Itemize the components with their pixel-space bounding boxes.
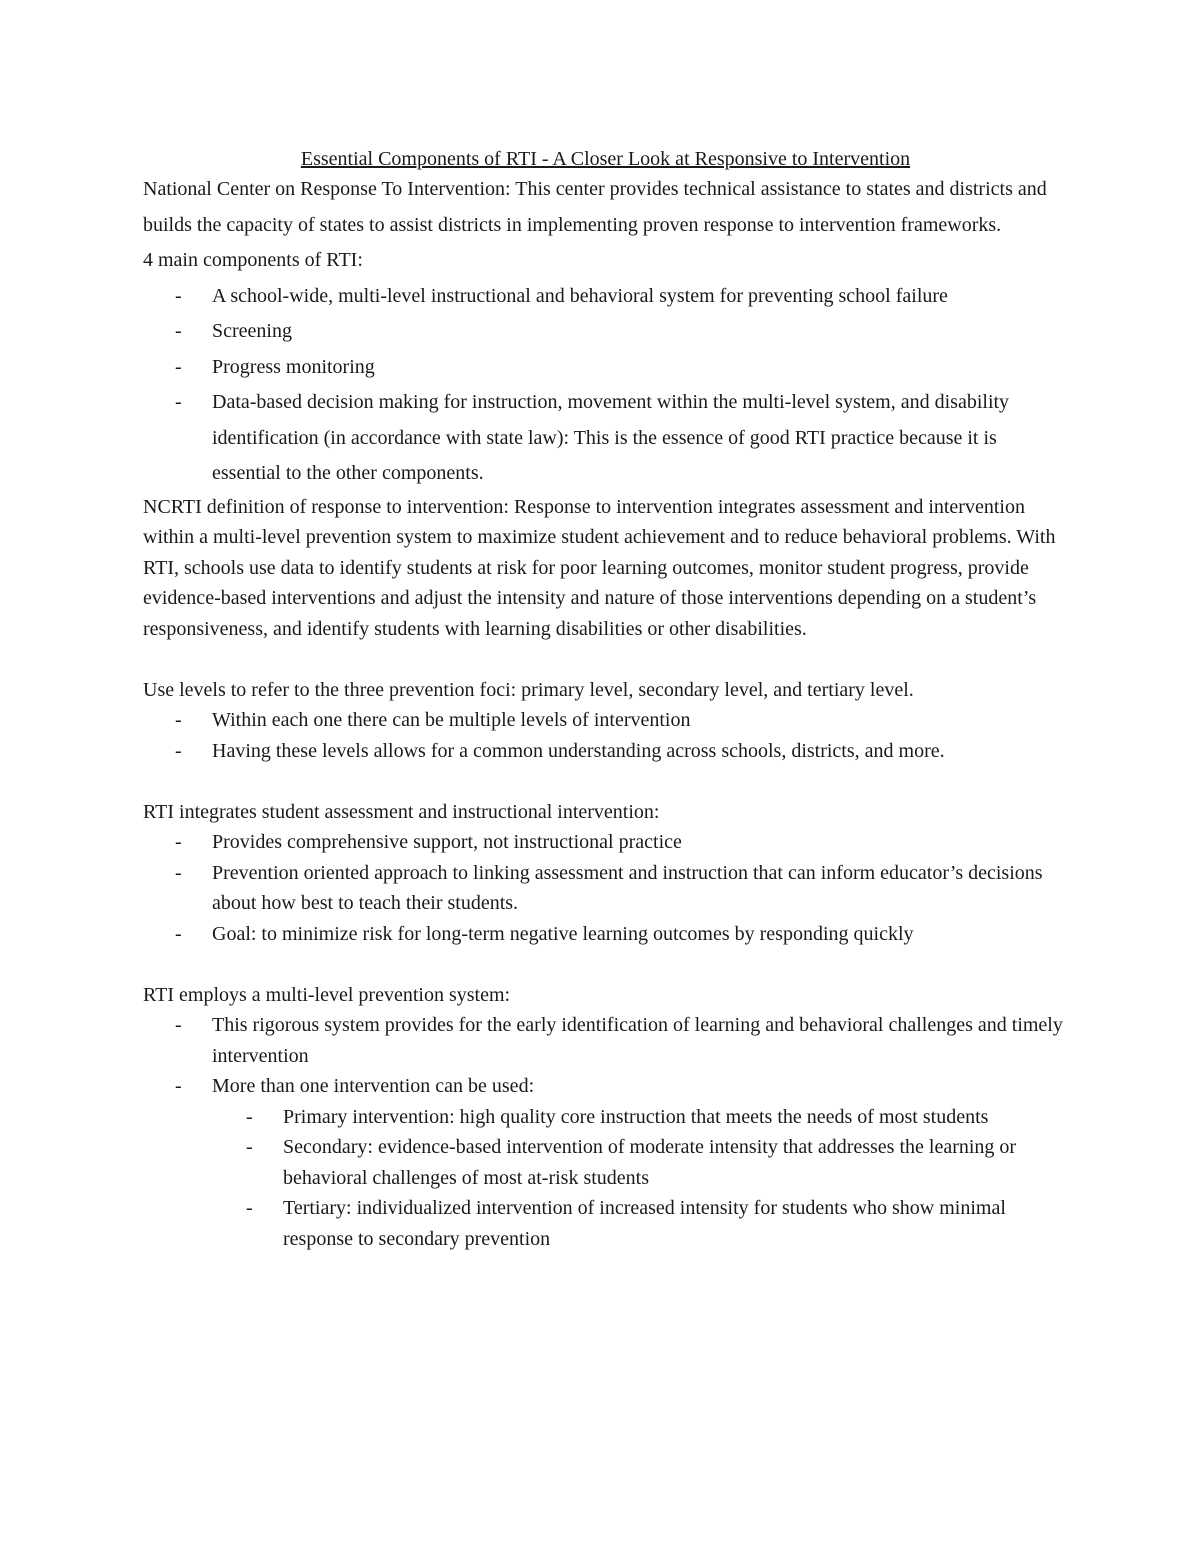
dash-bullet: - (175, 922, 182, 945)
list-item (143, 705, 1068, 736)
system-list (143, 1010, 1068, 1102)
dash-bullet: - (175, 1014, 182, 1036)
components-list (143, 279, 1068, 492)
list-item-text: Data-based decision making for instruction, movement within the multi-level system, and disability identification (in accordance with state law): This is the essence of good RTI practice because it is essential to the other components. (212, 391, 1010, 484)
list-item (143, 1132, 1068, 1193)
intro-paragraph: National Center on Response To Intervention: This center provides technical assistance to states and districts and builds the capacity of states to assist districts in implementing proven response to intervention frameworks. (143, 178, 1047, 236)
list-item (143, 858, 1068, 919)
list-item (143, 279, 1068, 315)
list-item-text: Within each one there can be multiple levels of intervention (212, 709, 691, 731)
list-item (143, 919, 1068, 950)
integrates-list (143, 827, 1068, 949)
list-item-text: Provides comprehensive support, not instructional practice (212, 831, 682, 853)
dash-bullet: - (175, 284, 182, 307)
list-item (143, 385, 1068, 492)
list-item (143, 1010, 1068, 1071)
dash-bullet: - (175, 861, 182, 884)
dash-bullet: - (175, 831, 182, 853)
list-item-text: Progress monitoring (212, 355, 375, 378)
list-item (143, 1102, 1068, 1133)
list-item-text: Secondary: evidence-based intervention of moderate intensity that addresses the learning or behavioral challenges of most at-risk students (283, 1136, 1017, 1189)
list-item-text: Screening (212, 320, 292, 342)
document-title: Essential Components of RTI - A Closer Look at Responsive to Intervention (300, 148, 911, 170)
list-item (143, 1071, 1068, 1102)
list-item (143, 350, 1068, 386)
system-heading: RTI employs a multi-level prevention system: (143, 983, 511, 1006)
paragraph-gap (143, 644, 1068, 675)
components-heading: 4 main components of RTI: (143, 249, 363, 271)
dash-bullet: - (175, 355, 182, 378)
list-item (143, 1193, 1068, 1254)
dash-bullet: - (175, 391, 182, 413)
levels-heading: Use levels to refer to the three prevention foci: primary level, secondary level, and tertiary level. (143, 678, 914, 701)
dash-bullet: - (175, 739, 182, 762)
dash-bullet: - (246, 1105, 253, 1128)
paragraph-gap (143, 766, 1068, 797)
dash-bullet: - (175, 709, 182, 731)
definition-paragraph: NCRTI definition of response to intervention: Response to intervention integrates assessment and intervention within a multi-level prevention system to maximize student achievement and to reduce behavioral problems. With RTI, schools use data to identify students at risk for poor learning outcomes, monitor student progress, provide evidence-based interventions and adjust the intensity and nature of those interventions depending on a student’s responsiveness, and identify students with learning disabilities or other disabilities. (143, 495, 1056, 640)
list-item (143, 827, 1068, 858)
dash-bullet: - (175, 1075, 182, 1097)
dash-bullet: - (246, 1136, 253, 1158)
interventions-list (143, 1102, 1068, 1255)
levels-list (143, 705, 1068, 766)
list-item-text: Tertiary: individualized intervention of increased intensity for students who show minimal response to secondary prevention (283, 1197, 1006, 1250)
list-item-text: A school-wide, multi-level instructional and behavioral system for preventing school failure (212, 284, 948, 307)
list-item-text: Primary intervention: high quality core instruction that meets the needs of most students (283, 1105, 989, 1128)
document-page (143, 146, 1068, 1254)
list-item-text: Goal: to minimize risk for long-term negative learning outcomes by responding quickly (212, 922, 914, 945)
list-item (143, 314, 1068, 350)
dash-bullet: - (246, 1197, 253, 1219)
integrates-heading: RTI integrates student assessment and instructional intervention: (143, 800, 660, 823)
paragraph-gap (143, 949, 1068, 980)
list-item-text: Having these levels allows for a common understanding across schools, districts, and more. (212, 739, 945, 762)
list-item-text: Prevention oriented approach to linking assessment and instruction that can inform educator’s decisions about how best to teach their students. (212, 861, 1043, 914)
list-item (143, 736, 1068, 767)
dash-bullet: - (175, 320, 182, 342)
list-item-text: This rigorous system provides for the early identification of learning and behavioral challenges and timely intervention (212, 1014, 1063, 1067)
list-item-text: More than one intervention can be used: (212, 1075, 535, 1097)
